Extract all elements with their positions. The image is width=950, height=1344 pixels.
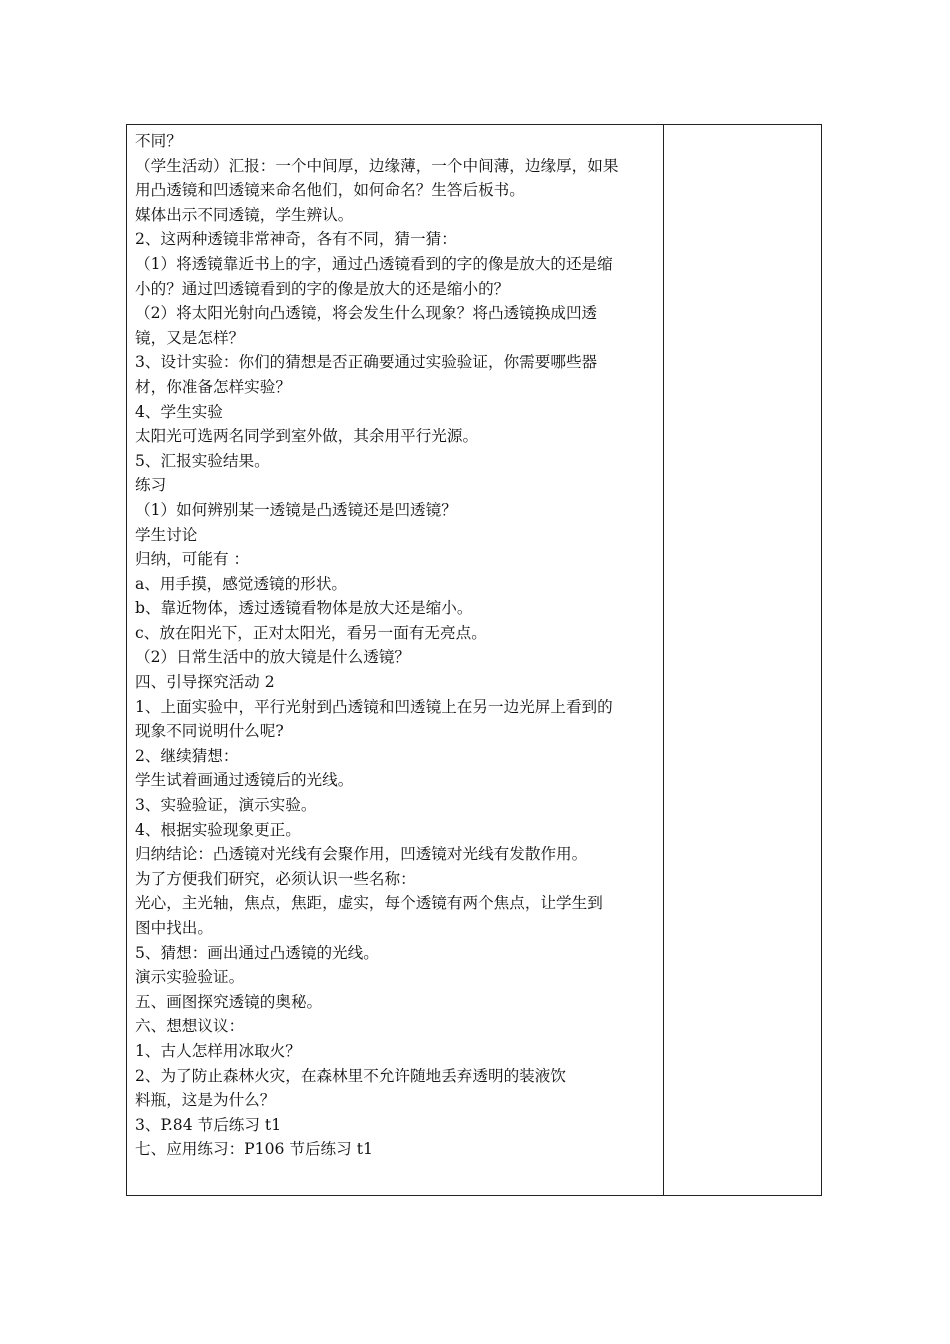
text-line: 用凸透镜和凹透镜来命名他们，如何命名？生答后板书。 xyxy=(135,181,525,200)
text-line: 料瓶，这是为什么？ xyxy=(135,1091,276,1110)
text-line: 材，你准备怎样实验？ xyxy=(135,377,291,396)
text-line: 归纳，可能有 ： xyxy=(135,550,250,569)
text-line: 媒体出示不同透镜，学生辨认。 xyxy=(135,205,354,224)
text-line: b、靠近物体，透过透镜看物体是放大还是缩小。 xyxy=(135,599,473,618)
text-line: 学生讨论 xyxy=(135,525,198,544)
text-line: 3、实验验证，演示实验。 xyxy=(135,796,317,815)
text-line: 演示实验验证。 xyxy=(135,968,245,987)
notes-cell xyxy=(664,125,821,1195)
text-line: 太阳光可选两名同学到室外做，其余用平行光源。 xyxy=(135,427,479,446)
text-line: 4、学生实验 xyxy=(135,402,223,421)
text-line: （学生活动）汇报：一个中间厚，边缘薄，一个中间薄，边缘厚，如果 xyxy=(135,156,619,175)
text-line: 光心，主光轴，焦点，焦距，虚实，每个透镜有两个焦点，让学生到 xyxy=(135,894,603,913)
text-line: 七、应用练习：P106 节后练习 t1 xyxy=(135,1140,373,1159)
text-line: （2）日常生活中的放大镜是什么透镜？ xyxy=(135,648,411,667)
text-line: 归纳结论：凸透镜对光线有会聚作用，凹透镜对光线有发散作用。 xyxy=(135,845,588,864)
text-line: （1）如何辨别某一透镜是凸透镜还是凹透镜？ xyxy=(135,500,457,519)
text-line: 5、汇报实验结果。 xyxy=(135,451,270,470)
text-line: 3、设计实验：你们的猜想是否正确要通过实验验证，你需要哪些器 xyxy=(135,353,598,372)
text-line: 2、继续猜想： xyxy=(135,746,239,765)
text-line: 现象不同说明什么呢? xyxy=(135,722,284,741)
text-line: 练习 xyxy=(135,476,167,495)
text-line: 3、P.84 节后练习 t1 xyxy=(135,1115,282,1134)
text-line: 不同？ xyxy=(135,132,182,150)
text-line: 4、根据实验现象更正。 xyxy=(135,820,301,839)
text-line: 1、古人怎样用冰取火？ xyxy=(135,1041,301,1060)
text-line: 四、引导探究活动 2 xyxy=(135,673,275,692)
text-line: 小的？通过凹透镜看到的字的像是放大的还是缩小的？ xyxy=(135,279,510,298)
text-line: 图中找出。 xyxy=(135,919,213,937)
text-line: 2、为了防止森林火灾，在森林里不允许随地丢弃透明的装液饮 xyxy=(135,1066,566,1085)
text-line: 五、画图探究透镜的奥秘。 xyxy=(135,992,323,1011)
text-line: 2、这两种透镜非常神奇，各有不同，猜一猜： xyxy=(135,230,457,249)
text-line: （1）将透镜靠近书上的字，通过凸透镜看到的字的像是放大的还是缩 xyxy=(135,254,613,273)
lesson-content-cell xyxy=(135,129,657,1162)
text-line: 5、猜想：画出通过凸透镜的光线。 xyxy=(135,943,379,962)
text-line: （2）将太阳光射向凸透镜，将会发生什么现象？将凸透镜换成凹透 xyxy=(135,304,598,323)
text-line: a、用手摸，感觉透镜的形状。 xyxy=(135,574,348,593)
text-line: 为了方便我们研究，必须认识一些名称： xyxy=(135,869,416,888)
text-line: 1、上面实验中，平行光射到凸透镜和凹透镜上在另一边光屏上看到的 xyxy=(135,697,613,716)
lesson-table xyxy=(126,124,822,1196)
text-line: 六、想想议议： xyxy=(135,1017,245,1036)
text-line: 学生试着画通过透镜后的光线。 xyxy=(135,771,354,790)
text-line: 镜，又是怎样？ xyxy=(135,328,245,347)
text-line: c、放在阳光下，正对太阳光，看另一面有无亮点。 xyxy=(135,623,487,642)
